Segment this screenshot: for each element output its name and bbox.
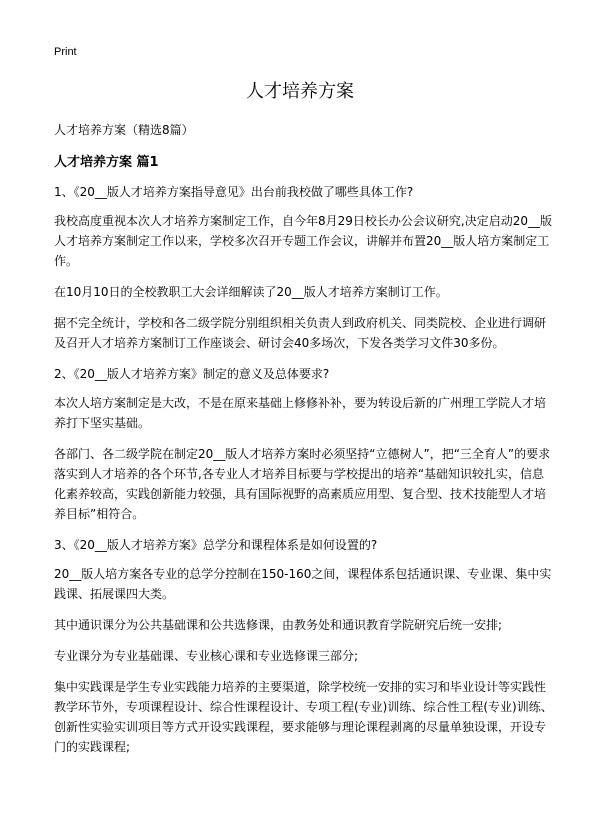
paragraph: 我校高度重视本次人才培养方案制定工作，自今年8月29日校长办公会议研究,决定启动20__版人才培养方案制定工作以来，学校多次召开专题工作会议，讲解并布置20__版人培方案制定工作。 (54, 214, 552, 268)
document-subtitle: 人才培养方案（精选8篇） (54, 123, 194, 137)
paragraph: 据不完全统计，学校和各二级学院分别组织相关负责人到政府机关、同类院校、企业进行调研及召开人才培养方案制订工作座谈会、研讨会40多场次，下发各类学习文件30多份。 (54, 316, 547, 350)
section-heading: 人才培养方案 篇1 (54, 155, 159, 170)
paragraph: 本次人培方案制定是大改，不是在原来基础上修修补补，要为转设后新的广州理工学院人才培养打下坚实基础。 (54, 396, 547, 430)
paragraph: 集中实践课是学生专业实践能力培养的主要渠道，除学校统一安排的实习和毕业设计等实践性教学环节外，专项课程设计、综合性课程设计、专项工程(专业)训练、综合性工程(专业)训练、创新性实验实训项目等方式开设实践课程，要求能够与理论课程剥离的尽量单独设课，开设专门的实践课程; (54, 680, 553, 754)
paragraph: 在10月10日的全校教职工大会详细解读了20__版人才培养方案制订工作。 (54, 285, 448, 299)
paragraph: 专业课分为专业基础课、专业核心课和专业选修课三部分; (54, 649, 359, 663)
question-1: 1、《20__版人才培养方案指导意见》出台前我校做了哪些具体工作? (54, 185, 414, 199)
question-2: 2、《20__版人才培养方案》制定的意义及总体要求? (54, 367, 330, 381)
paragraph: 20__版人培方案各专业的总学分控制在150-160之间，课程体系包括通识课、专业课、集中实践课、拓展课四大类。 (54, 567, 552, 601)
print-link[interactable]: Print (54, 46, 77, 58)
paragraph: 各部门、各二级学院在制定20__版人才培养方案时必须坚持“立德树人”，把“三全育人”的要求落实到人才培养的各个环节,各专业人才培养目标要与学校提出的培养“基础知识较扎实，信息化素养较高，实践创新能力较强，具有国际视野的高素质应用型、复合型、技术技能型人才培养目标”相符合。 (54, 447, 551, 521)
document-title: 人才培养方案 (246, 81, 354, 102)
paragraph: 其中通识课分为公共基础课和公共选修课，由教务处和通识教育学院研究后统一安排; (54, 618, 503, 632)
document-body (54, 120, 554, 757)
question-3: 3、《20__版人才培养方案》总学分和课程体系是如何设置的? (54, 538, 378, 552)
